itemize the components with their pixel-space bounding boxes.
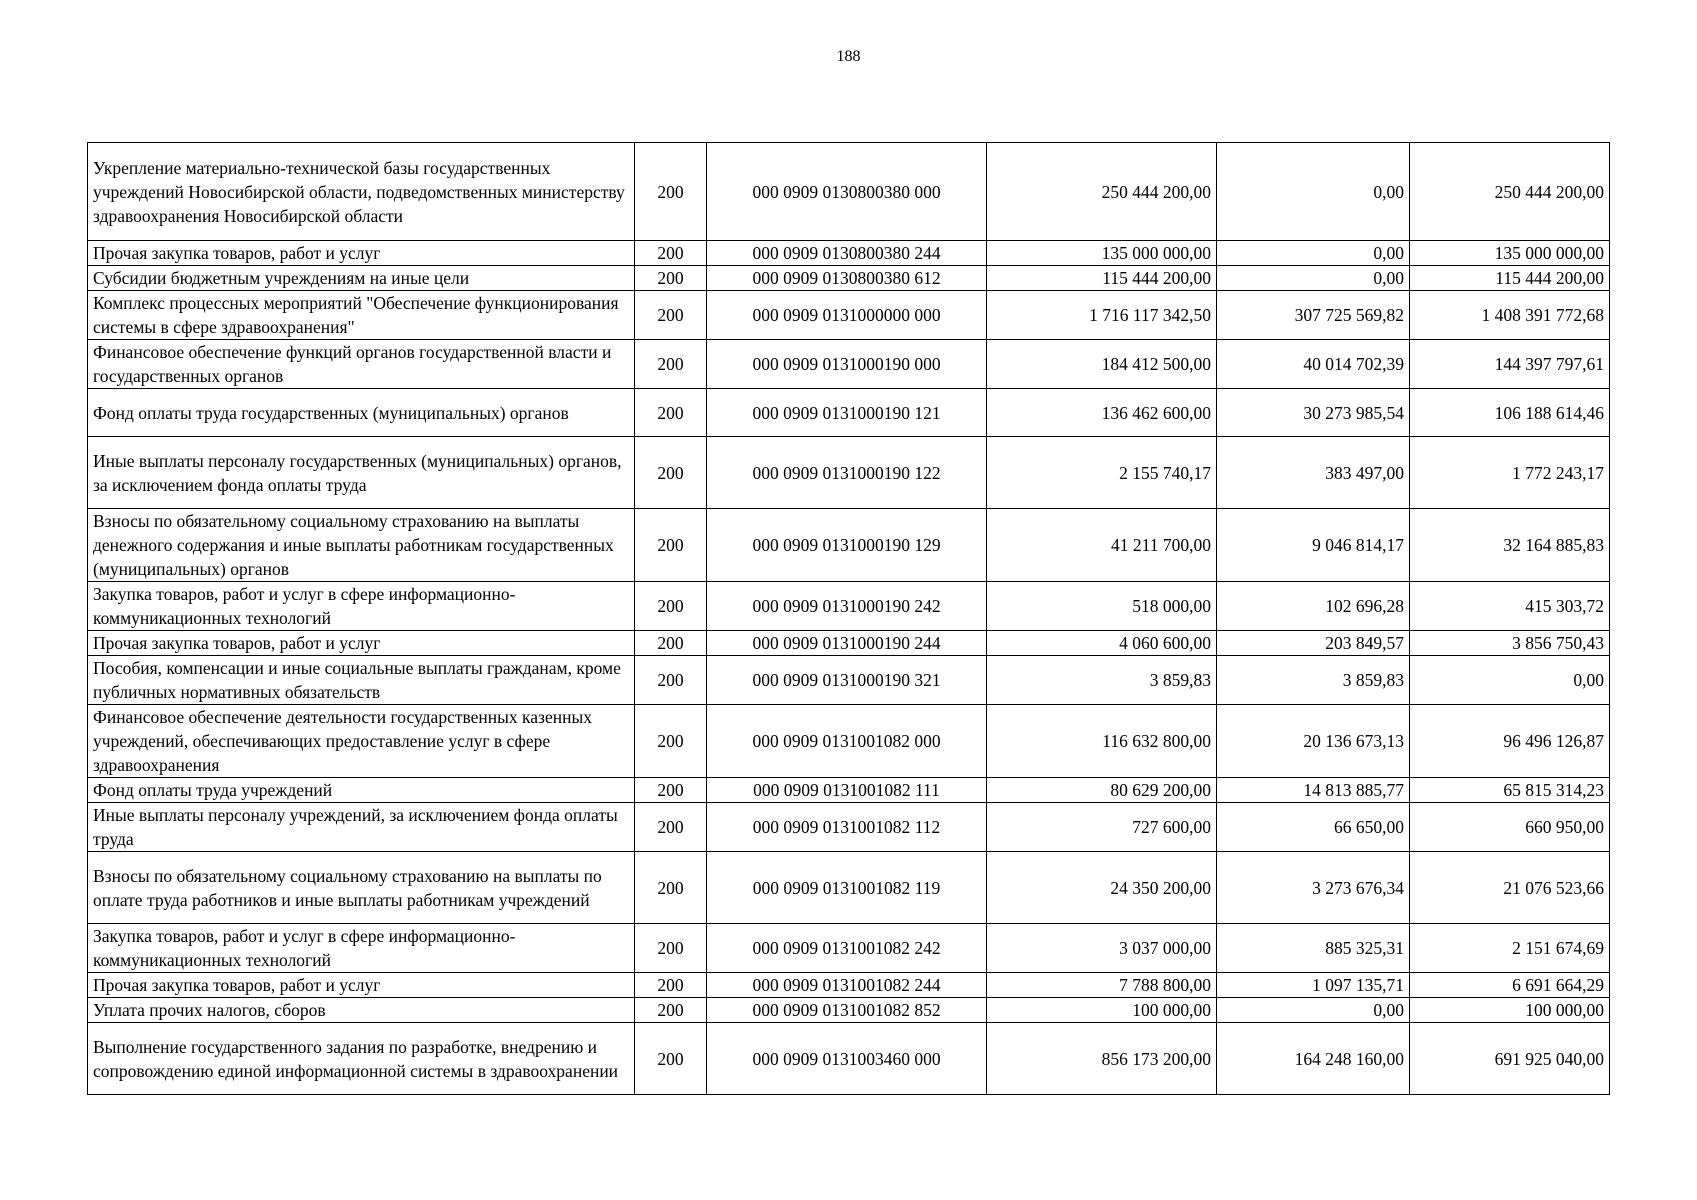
- row-kbk-cell: 000 0909 0131000190 000: [707, 340, 987, 389]
- row-name-cell: Субсидии бюджетным учреждениям на иные цели: [88, 266, 635, 291]
- row-name-cell: Прочая закупка товаров, работ и услуг: [88, 241, 635, 266]
- row-kbk-cell: 000 0909 0131001082 112: [707, 803, 987, 852]
- row-unexecuted-cell: 415 303,72: [1410, 582, 1610, 631]
- table-row: [88, 582, 1610, 631]
- row-kbk-cell: 000 0909 0131000190 244: [707, 631, 987, 656]
- table-row: [88, 143, 1610, 241]
- row-unexecuted-cell: 1 408 391 772,68: [1410, 291, 1610, 340]
- row-name-cell: Пособия, компенсации и иные социальные выплаты гражданам, кроме публичных нормативных обязательств: [88, 656, 635, 705]
- row-name-cell: Уплата прочих налогов, сборов: [88, 998, 635, 1023]
- table-row: [88, 998, 1610, 1023]
- row-code-cell: 200: [635, 1023, 707, 1095]
- row-executed-cell: 20 136 673,13: [1217, 705, 1410, 778]
- row-code-cell: 200: [635, 924, 707, 973]
- row-kbk-cell: 000 0909 0131003460 000: [707, 1023, 987, 1095]
- table-row: [88, 631, 1610, 656]
- row-code-cell: 200: [635, 509, 707, 582]
- row-name-cell: Прочая закупка товаров, работ и услуг: [88, 973, 635, 998]
- row-name-cell: Взносы по обязательному социальному страхованию на выплаты денежного содержания и иные выплаты работникам государственных (муниципальных) органов: [88, 509, 635, 582]
- row-approved-cell: 856 173 200,00: [987, 1023, 1217, 1095]
- row-code-cell: 200: [635, 291, 707, 340]
- row-approved-cell: 41 211 700,00: [987, 509, 1217, 582]
- row-executed-cell: 30 273 985,54: [1217, 389, 1410, 437]
- row-approved-cell: 518 000,00: [987, 582, 1217, 631]
- row-executed-cell: 66 650,00: [1217, 803, 1410, 852]
- table-row: [88, 656, 1610, 705]
- row-approved-cell: 250 444 200,00: [987, 143, 1217, 241]
- row-unexecuted-cell: 106 188 614,46: [1410, 389, 1610, 437]
- row-approved-cell: 135 000 000,00: [987, 241, 1217, 266]
- row-name-cell: Фонд оплаты труда государственных (муниципальных) органов: [88, 389, 635, 437]
- row-kbk-cell: 000 0909 0131000190 321: [707, 656, 987, 705]
- row-executed-cell: 1 097 135,71: [1217, 973, 1410, 998]
- row-executed-cell: 102 696,28: [1217, 582, 1410, 631]
- row-kbk-cell: 000 0909 0131000190 129: [707, 509, 987, 582]
- row-unexecuted-cell: 96 496 126,87: [1410, 705, 1610, 778]
- row-approved-cell: 3 859,83: [987, 656, 1217, 705]
- row-executed-cell: 3 859,83: [1217, 656, 1410, 705]
- row-executed-cell: 0,00: [1217, 266, 1410, 291]
- row-kbk-cell: 000 0909 0131001082 000: [707, 705, 987, 778]
- row-kbk-cell: 000 0909 0131001082 852: [707, 998, 987, 1023]
- table-row: [88, 389, 1610, 437]
- row-unexecuted-cell: 250 444 200,00: [1410, 143, 1610, 241]
- row-code-cell: 200: [635, 973, 707, 998]
- table-row: [88, 778, 1610, 803]
- row-kbk-cell: 000 0909 0130800380 244: [707, 241, 987, 266]
- row-approved-cell: 100 000,00: [987, 998, 1217, 1023]
- row-unexecuted-cell: 100 000,00: [1410, 998, 1610, 1023]
- table-row: [88, 973, 1610, 998]
- row-unexecuted-cell: 32 164 885,83: [1410, 509, 1610, 582]
- table-row: [88, 705, 1610, 778]
- row-approved-cell: 115 444 200,00: [987, 266, 1217, 291]
- row-unexecuted-cell: 135 000 000,00: [1410, 241, 1610, 266]
- row-kbk-cell: 000 0909 0131000190 242: [707, 582, 987, 631]
- row-kbk-cell: 000 0909 0130800380 000: [707, 143, 987, 241]
- row-approved-cell: 184 412 500,00: [987, 340, 1217, 389]
- row-name-cell: Прочая закупка товаров, работ и услуг: [88, 631, 635, 656]
- row-code-cell: 200: [635, 266, 707, 291]
- row-executed-cell: 307 725 569,82: [1217, 291, 1410, 340]
- row-executed-cell: 383 497,00: [1217, 437, 1410, 509]
- table-row: [88, 509, 1610, 582]
- page-number: 188: [836, 48, 861, 65]
- table-row: [88, 340, 1610, 389]
- row-code-cell: 200: [635, 631, 707, 656]
- row-approved-cell: 1 716 117 342,50: [987, 291, 1217, 340]
- row-executed-cell: 9 046 814,17: [1217, 509, 1410, 582]
- row-kbk-cell: 000 0909 0131001082 242: [707, 924, 987, 973]
- row-name-cell: Закупка товаров, работ и услуг в сфере информационно-коммуникационных технологий: [88, 582, 635, 631]
- row-unexecuted-cell: 6 691 664,29: [1410, 973, 1610, 998]
- row-executed-cell: 14 813 885,77: [1217, 778, 1410, 803]
- row-unexecuted-cell: 1 772 243,17: [1410, 437, 1610, 509]
- row-approved-cell: 80 629 200,00: [987, 778, 1217, 803]
- row-approved-cell: 7 788 800,00: [987, 973, 1217, 998]
- row-name-cell: Закупка товаров, работ и услуг в сфере информационно-коммуникационных технологий: [88, 924, 635, 973]
- row-executed-cell: 203 849,57: [1217, 631, 1410, 656]
- table-row: [88, 437, 1610, 509]
- row-kbk-cell: 000 0909 0131001082 119: [707, 852, 987, 924]
- row-code-cell: 200: [635, 389, 707, 437]
- row-unexecuted-cell: 691 925 040,00: [1410, 1023, 1610, 1095]
- row-name-cell: Иные выплаты персоналу учреждений, за исключением фонда оплаты труда: [88, 803, 635, 852]
- row-approved-cell: 116 632 800,00: [987, 705, 1217, 778]
- row-approved-cell: 24 350 200,00: [987, 852, 1217, 924]
- row-kbk-cell: 000 0909 0130800380 612: [707, 266, 987, 291]
- row-code-cell: 200: [635, 803, 707, 852]
- row-executed-cell: 0,00: [1217, 241, 1410, 266]
- row-unexecuted-cell: 660 950,00: [1410, 803, 1610, 852]
- row-name-cell: Финансовое обеспечение деятельности государственных казенных учреждений, обеспечивающих предоставление услуг в сфере здравоохранения: [88, 705, 635, 778]
- row-unexecuted-cell: 0,00: [1410, 656, 1610, 705]
- row-code-cell: 200: [635, 241, 707, 266]
- row-name-cell: Фонд оплаты труда учреждений: [88, 778, 635, 803]
- row-code-cell: 200: [635, 998, 707, 1023]
- row-name-cell: Выполнение государственного задания по разработке, внедрению и сопровождению единой информационной системы в здравоохранении: [88, 1023, 635, 1095]
- row-name-cell: Иные выплаты персоналу государственных (муниципальных) органов, за исключением фонда оплаты труда: [88, 437, 635, 509]
- table-row: [88, 266, 1610, 291]
- row-name-cell: Взносы по обязательному социальному страхованию на выплаты по оплате труда работников и иные выплаты работникам учреждений: [88, 852, 635, 924]
- row-approved-cell: 136 462 600,00: [987, 389, 1217, 437]
- row-executed-cell: 0,00: [1217, 143, 1410, 241]
- row-unexecuted-cell: 115 444 200,00: [1410, 266, 1610, 291]
- row-code-cell: 200: [635, 852, 707, 924]
- row-code-cell: 200: [635, 778, 707, 803]
- row-kbk-cell: 000 0909 0131000190 122: [707, 437, 987, 509]
- row-code-cell: 200: [635, 437, 707, 509]
- table-row: [88, 852, 1610, 924]
- row-unexecuted-cell: 3 856 750,43: [1410, 631, 1610, 656]
- budget-execution-table: [87, 142, 1610, 1095]
- table-body: [88, 143, 1610, 1095]
- row-kbk-cell: 000 0909 0131001082 111: [707, 778, 987, 803]
- row-approved-cell: 4 060 600,00: [987, 631, 1217, 656]
- row-name-cell: Укрепление материально-технической базы государственных учреждений Новосибирской области, подведомственных министерству здравоохранения Новосибирской области: [88, 143, 635, 241]
- table-row: [88, 241, 1610, 266]
- row-code-cell: 200: [635, 340, 707, 389]
- row-executed-cell: 885 325,31: [1217, 924, 1410, 973]
- row-code-cell: 200: [635, 705, 707, 778]
- row-name-cell: Комплекс процессных мероприятий "Обеспечение функционирования системы в сфере здравоохранения": [88, 291, 635, 340]
- row-code-cell: 200: [635, 656, 707, 705]
- row-executed-cell: 0,00: [1217, 998, 1410, 1023]
- row-unexecuted-cell: 21 076 523,66: [1410, 852, 1610, 924]
- row-executed-cell: 3 273 676,34: [1217, 852, 1410, 924]
- row-approved-cell: 2 155 740,17: [987, 437, 1217, 509]
- table-row: [88, 803, 1610, 852]
- row-name-cell: Финансовое обеспечение функций органов государственной власти и государственных органов: [88, 340, 635, 389]
- row-unexecuted-cell: 144 397 797,61: [1410, 340, 1610, 389]
- table-row: [88, 291, 1610, 340]
- row-kbk-cell: 000 0909 0131001082 244: [707, 973, 987, 998]
- table-row: [88, 1023, 1610, 1095]
- row-kbk-cell: 000 0909 0131000190 121: [707, 389, 987, 437]
- row-code-cell: 200: [635, 582, 707, 631]
- row-kbk-cell: 000 0909 0131000000 000: [707, 291, 987, 340]
- row-code-cell: 200: [635, 143, 707, 241]
- row-executed-cell: 164 248 160,00: [1217, 1023, 1410, 1095]
- row-unexecuted-cell: 65 815 314,23: [1410, 778, 1610, 803]
- row-approved-cell: 3 037 000,00: [987, 924, 1217, 973]
- row-executed-cell: 40 014 702,39: [1217, 340, 1410, 389]
- row-unexecuted-cell: 2 151 674,69: [1410, 924, 1610, 973]
- table-row: [88, 924, 1610, 973]
- row-approved-cell: 727 600,00: [987, 803, 1217, 852]
